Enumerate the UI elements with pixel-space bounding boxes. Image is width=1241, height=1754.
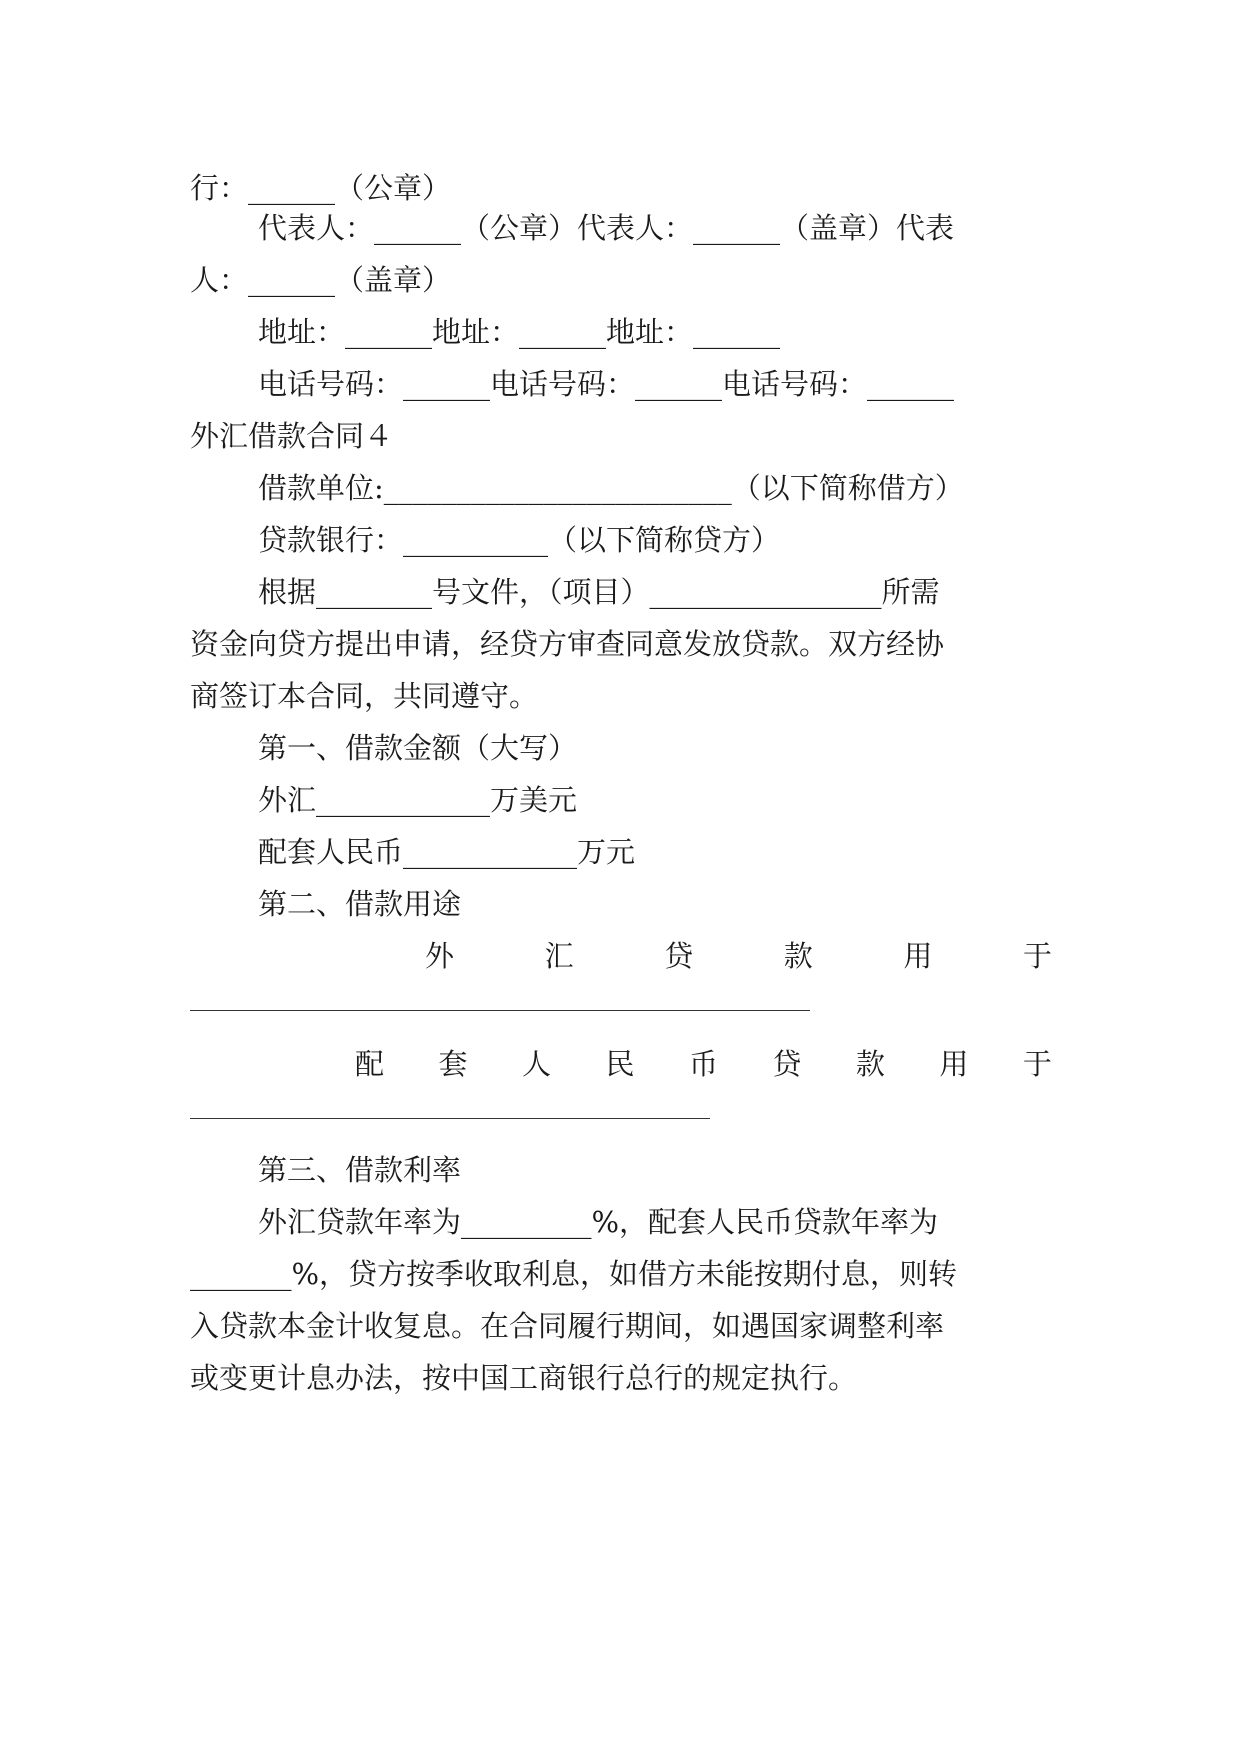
char: 配: [355, 1047, 385, 1081]
char: 款: [855, 1047, 885, 1081]
rmb-purpose-line: [355, 1042, 1052, 1083]
basis-line-cont: 资金向贷方提出申请，经贷方审查同意发放贷款。双方经协: [190, 627, 945, 661]
char: 汇: [544, 939, 574, 973]
address-line: 地址：______地址：______地址：______: [258, 315, 781, 349]
seal-line-bank: 行：______（公章）: [190, 171, 452, 205]
char: 外: [425, 939, 455, 973]
fill-blank-rule: [190, 1118, 710, 1119]
basis-line: 根据________号文件，（项目）________________所需: [258, 575, 940, 609]
rate-line-cont2: 入贷款本金计收复息。在合同履行期间，如遇国家调整利率: [190, 1309, 945, 1343]
char: 民: [605, 1047, 635, 1081]
borrower-line: 借款单位:________________________（以下简称借方）: [258, 471, 964, 505]
char: 款: [783, 939, 813, 973]
char: 人: [521, 1047, 551, 1081]
rate-line-end: 或变更计息办法，按中国工商银行总行的规定执行。: [190, 1361, 858, 1395]
rate-line-cont: _______%，贷方按季收取利息，如借方未能按期付息，则转: [190, 1257, 958, 1291]
basis-line-end: 商签订本合同，共同遵守。: [190, 679, 539, 713]
rate-line: 外汇贷款年率为_________%，配套人民币贷款年率为: [258, 1205, 939, 1239]
lender-line: 贷款银行：__________（以下简称贷方）: [258, 523, 781, 557]
char: 币: [688, 1047, 718, 1081]
rmb-amount-line: 配套人民币____________万元: [258, 835, 636, 869]
char: 贷: [664, 939, 694, 973]
char: 用: [939, 1047, 969, 1081]
fx-purpose-line: [425, 934, 1052, 975]
fill-blank-rule: [190, 1010, 810, 1011]
fx-amount-line: 外汇____________万美元: [258, 783, 578, 817]
representative-line-cont: 人：______（盖章）: [190, 263, 452, 297]
section-title: 外汇借款合同４: [190, 419, 394, 453]
phone-line: 电话号码：______电话号码：______电话号码：______: [258, 367, 955, 401]
article-2-heading: 第二、借款用途: [258, 887, 462, 921]
char: 于: [1022, 939, 1052, 973]
article-3-heading: 第三、借款利率: [258, 1153, 462, 1187]
char: 用: [903, 939, 933, 973]
char: 贷: [772, 1047, 802, 1081]
char: 于: [1022, 1047, 1052, 1081]
representative-line: 代表人：______（公章）代表人：______（盖章）代表: [258, 211, 955, 245]
char: 套: [438, 1047, 468, 1081]
article-1-heading: 第一、借款金额（大写）: [258, 731, 578, 765]
